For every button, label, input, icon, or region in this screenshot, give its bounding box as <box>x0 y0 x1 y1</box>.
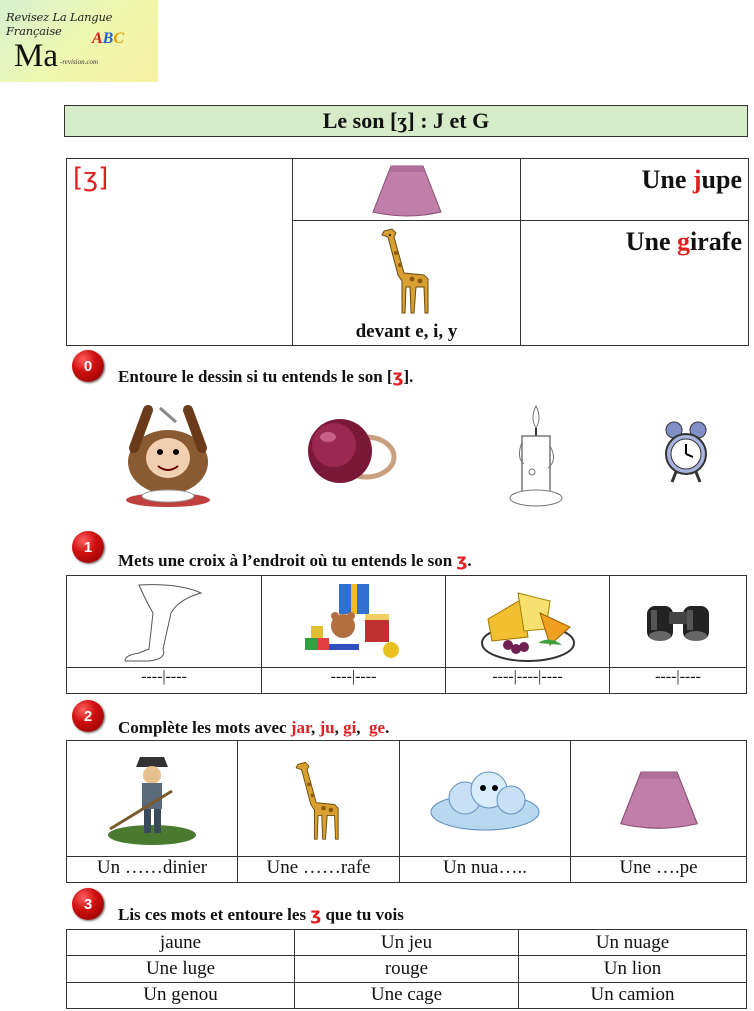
slot-toys[interactable]: ----|---- <box>262 668 446 694</box>
fill-word-jardinier[interactable]: Un ……dinier <box>67 857 238 883</box>
candle-image <box>496 402 576 512</box>
toys-image <box>299 580 409 664</box>
exercise-3-badge: 3 <box>72 888 104 920</box>
exercise-3-instruction: Lis ces mots et entoure les ʒ que tu vois <box>118 905 404 925</box>
exercise-3-table <box>66 929 747 1009</box>
phoneme-cell <box>67 159 293 346</box>
giraffe-image <box>372 223 442 315</box>
word-une-luge[interactable]: Une luge <box>67 956 295 982</box>
cloud-image <box>425 764 545 834</box>
word-une-cage[interactable]: Une cage <box>295 982 519 1008</box>
logo-tagline: Revisez La Langue Française <box>6 10 113 38</box>
cheese-plate-image <box>478 579 578 665</box>
fill-word-girafe[interactable]: Une ……rafe <box>238 857 400 883</box>
leg-image-cell <box>67 576 262 668</box>
intro-table <box>66 158 749 346</box>
binoculars-image-cell <box>610 576 747 668</box>
ring-image <box>304 405 400 501</box>
site-logo <box>0 0 158 82</box>
word-jupe: Une jupe <box>641 165 742 194</box>
exercise-2-instruction: Complète les mots avec jar, ju, gi, ge. <box>118 718 390 737</box>
skirt-image <box>367 162 447 218</box>
skirt-image-cell <box>293 159 521 221</box>
exercise-0-instruction: Entoure le dessin si tu entends le son [ʒ]. <box>118 367 414 387</box>
word-girafe: Une girafe <box>625 227 742 256</box>
word-un-camion[interactable]: Un camion <box>519 982 747 1008</box>
word-cell-girafe <box>521 221 749 346</box>
exercise-0-badge: 0 <box>72 350 104 382</box>
skirt2-image-cell <box>571 741 747 857</box>
slot-leg[interactable]: ----|---- <box>67 668 262 694</box>
word-cell-jupe <box>521 159 749 221</box>
exercise-1-badge: 1 <box>72 531 104 563</box>
cheese-image-cell <box>446 576 610 668</box>
cloud-image-cell <box>400 741 571 857</box>
gardener-image <box>102 751 202 847</box>
exercise-1-table <box>66 575 747 694</box>
skirt2-image <box>614 763 704 835</box>
slot-cheese[interactable]: ----|----|---- <box>446 668 610 694</box>
gardener-image-cell <box>67 741 238 857</box>
toys-image-cell <box>262 576 446 668</box>
fill-word-jupe[interactable]: Une ….pe <box>571 857 747 883</box>
word-un-lion[interactable]: Un lion <box>519 956 747 982</box>
monkey-image <box>114 400 222 510</box>
phoneme-symbol: [ʒ] <box>73 163 109 193</box>
exercise-2-table <box>66 740 747 883</box>
word-un-genou[interactable]: Un genou <box>67 982 295 1008</box>
slot-binoculars[interactable]: ----|---- <box>610 668 747 694</box>
word-un-nuage[interactable]: Un nuage <box>519 930 747 956</box>
leg-image <box>119 579 209 665</box>
exercise-2-badge: 2 <box>72 700 104 732</box>
logo-site: -revision.com <box>60 58 99 66</box>
logo-abc: ABC <box>92 30 125 47</box>
giraffe2-image-cell <box>238 741 400 857</box>
rule-text: devant e, i, y <box>355 321 458 342</box>
page-title: Le son [ʒ] : J et G <box>64 105 748 137</box>
binoculars-image <box>641 596 715 648</box>
giraffe2-image <box>287 751 351 847</box>
word-jaune[interactable]: jaune <box>67 930 295 956</box>
alarm-clock-image <box>662 420 710 486</box>
word-un-jeu[interactable]: Un jeu <box>295 930 519 956</box>
fill-word-nuage[interactable]: Un nua….. <box>400 857 571 883</box>
exercise-1-instruction: Mets une croix à l’endroit où tu entends le son ʒ. <box>118 551 472 571</box>
logo-name: Ma <box>14 38 58 74</box>
word-rouge[interactable]: rouge <box>295 956 519 982</box>
giraffe-image-cell <box>293 221 521 346</box>
